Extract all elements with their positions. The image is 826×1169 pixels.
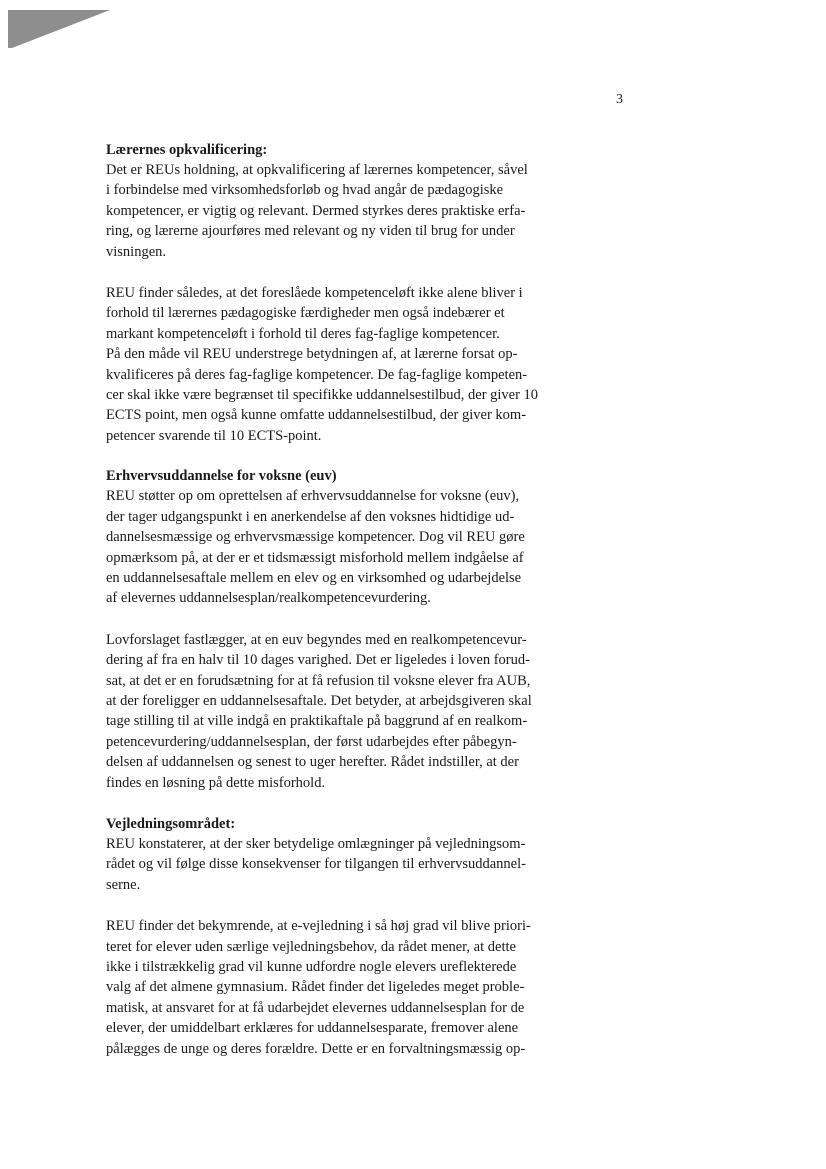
text-line: ring, og lærerne ajourføres med relevant og ny viden til brug for under [106, 223, 515, 240]
text-line: at der foreligger en uddannelsesaftale. Det betyder, at arbejdsgiveren skal [106, 692, 532, 709]
text-line: teret for elever uden særlige vejledningsbehov, da rådet mener, at dette [106, 938, 516, 955]
text-line: dannelsesmæssige og erhvervsmæssige kompetencer. Dog vil REU gøre [106, 529, 525, 546]
text-line: serne. [106, 876, 141, 893]
text-line: visningen. [106, 243, 167, 260]
text-line: matisk, at ansvaret for at få udarbejdet elevernes uddannelsesplan for de [106, 999, 525, 1016]
paragraph [106, 630, 566, 793]
text-line: en uddannelsesaftale mellem en elev og en virksomhed og udarbejdelse [106, 569, 522, 586]
text-line: tage stilling til at ville indgå en praktikaftale på baggrund af en realkom- [106, 713, 528, 730]
text-line: elever, der umiddelbart erklæres for uddannelsesparate, fremover alene [106, 1020, 519, 1037]
text-line: forhold til lærernes pædagogiske færdigheder men også indebærer et [106, 305, 505, 322]
text-line: pålægges de unge og deres forældre. Dette er en forvaltningsmæssig op- [106, 1040, 526, 1057]
text-line: sat, at det er en forudsætning for at få refusion til voksne elever fra AUB, [106, 672, 531, 689]
paragraph [106, 916, 566, 1059]
page-number: 3 [616, 92, 623, 107]
text-line: delsen af uddannelsen og senest to uger herefter. Rådet indstiller, at der [106, 754, 519, 771]
section-laerernes-opkvalificering [106, 140, 566, 446]
document-body [106, 140, 566, 1059]
section-heading: Vejledningsområdet: [106, 815, 236, 832]
text-line: REU finder således, at det foreslåede kompetenceløft ikke alene bliver i [106, 285, 523, 302]
section-vejledningsomraadet [106, 814, 566, 1059]
text-line: kvalificeres på deres fag-faglige kompetencer. De fag-faglige kompeten- [106, 366, 528, 383]
section-heading: Erhvervsuddannelse for voksne (euv) [106, 468, 337, 485]
text-line: REU støtter op om oprettelsen af erhvervsuddannelse for voksne (euv), [106, 488, 520, 505]
text-line: petencer svarende til 10 ECTS-point. [106, 427, 322, 444]
text-line: dering af fra en halv til 10 dages varighed. Det er ligeledes i loven forud- [106, 652, 530, 669]
text-line: der tager udgangspunkt i en anerkendelse af den voksnes hidtidige ud- [106, 508, 515, 525]
text-line: cer skal ikke være begrænset til specifikke uddannelsestilbud, der giver 10 [106, 387, 539, 404]
text-line: ECTS point, men også kunne omfatte uddannelsestilbud, der giver kom- [106, 407, 527, 424]
paragraph [106, 160, 566, 262]
section-heading: Lærernes opkvalificering: [106, 142, 268, 158]
text-line: findes en løsning på dette misforhold. [106, 774, 326, 791]
text-line: REU finder det bekymrende, at e-vejledning i så høj grad vil blive priori- [106, 918, 531, 935]
paragraph [106, 834, 566, 895]
text-line: rådet og vil følge disse konsekvenser for tilgangen til erhvervsuddannel- [106, 856, 526, 873]
text-line: REU konstaterer, at der sker betydelige omlægninger på vejledningsom- [106, 835, 526, 852]
paragraph [106, 486, 566, 608]
paragraph [106, 283, 566, 446]
text-line: På den måde vil REU understrege betydningen af, at lærerne forsat op- [106, 346, 518, 363]
text-line: petencevurdering/uddannelsesplan, der først udarbejdes efter påbegyn- [106, 733, 517, 750]
text-line: af elevernes uddannelsesplan/realkompetencevurdering. [106, 590, 431, 607]
text-line: Lovforslaget fastlægger, at en euv begyndes med en realkompetencevur- [106, 631, 527, 648]
text-line: markant kompetenceløft i forhold til deres fag-faglige kompetencer. [106, 325, 500, 342]
text-line: valg af det almene gymnasium. Rådet finder det ligeledes meget proble- [106, 979, 525, 996]
scan-corner-mark [0, 0, 115, 52]
text-line: kompetencer, er vigtig og relevant. Dermed styrkes deres praktiske erfa- [106, 202, 526, 219]
text-line: Det er REUs holdning, at opkvalificering af lærernes kompetencer, såvel [106, 162, 528, 178]
section-erhvervsuddannelse-for-voksne [106, 466, 566, 793]
text-line: i forbindelse med virksomhedsforløb og hvad angår de pædagogiske [106, 182, 504, 199]
text-line: opmærksom på, at der er et tidsmæssigt misforhold mellem indgåelse af [106, 549, 524, 566]
text-line: ikke i tilstrækkelig grad vil kunne udfordre nogle elevers ureflekterede [106, 959, 517, 975]
